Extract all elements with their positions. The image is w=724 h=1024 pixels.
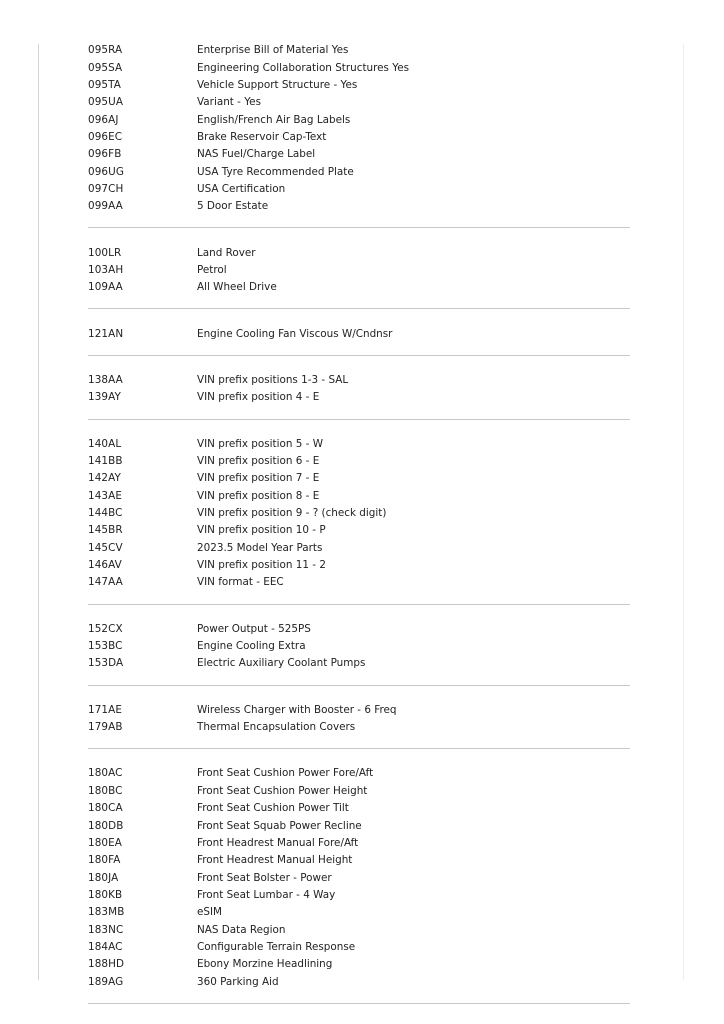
code-row — [88, 973, 630, 990]
code-row — [88, 146, 630, 163]
option-code: 183NC — [88, 923, 124, 936]
option-description: Variant - Yes — [197, 96, 261, 109]
code-row — [88, 655, 630, 672]
option-description: VIN format - EEC — [197, 576, 284, 589]
code-row — [88, 436, 630, 453]
option-description: NAS Fuel/Charge Label — [197, 148, 316, 161]
option-code: 095TA — [88, 78, 121, 91]
option-code: 180DB — [88, 819, 124, 832]
option-description: VIN prefix position 7 - E — [197, 472, 320, 485]
code-row — [88, 719, 630, 736]
code-row — [88, 488, 630, 505]
option-code: 189AG — [88, 975, 124, 988]
option-code: 180CA — [88, 802, 123, 815]
page-border-left — [38, 44, 39, 980]
option-description: Land Rover — [197, 246, 256, 259]
code-row — [88, 470, 630, 487]
option-code: 096UG — [88, 165, 124, 178]
option-code: 183MB — [88, 906, 125, 919]
option-description: Front Headrest Manual Height — [197, 854, 353, 867]
code-row — [88, 453, 630, 470]
option-description: 360 Parking Aid — [197, 975, 279, 988]
option-code: 171AE — [88, 703, 123, 716]
option-code: 143AE — [88, 489, 123, 502]
code-group — [88, 702, 630, 750]
option-description: VIN prefix position 4 - E — [197, 391, 320, 404]
option-code: 097CH — [88, 182, 124, 195]
option-description: USA Certification — [197, 182, 286, 195]
option-code: 096FB — [88, 148, 122, 161]
option-description: VIN prefix position 8 - E — [197, 489, 320, 502]
code-row — [88, 835, 630, 852]
option-code: 141BB — [88, 455, 123, 468]
option-description: 5 Door Estate — [197, 200, 269, 213]
code-row — [88, 111, 630, 128]
code-group — [88, 765, 630, 1003]
option-description: Ebony Morzine Headlining — [197, 958, 333, 971]
option-description: VIN prefix position 11 - 2 — [197, 559, 326, 572]
option-code: 138AA — [88, 373, 123, 386]
option-description: Front Seat Cushion Power Fore/Aft — [197, 767, 374, 780]
code-row — [88, 887, 630, 904]
code-row — [88, 42, 630, 59]
code-row — [88, 372, 630, 389]
option-code: 099AA — [88, 200, 123, 213]
code-group — [88, 372, 630, 420]
option-code: 142AY — [88, 472, 121, 485]
option-code: 109AA — [88, 281, 123, 294]
code-row — [88, 638, 630, 655]
option-description: 2023.5 Model Year Parts — [197, 541, 323, 554]
option-code: 139AY — [88, 391, 121, 404]
option-description: VIN prefix position 9 - ? (check digit) — [197, 507, 387, 520]
code-row — [88, 129, 630, 146]
code-row — [88, 956, 630, 973]
code-row — [88, 262, 630, 279]
code-group — [88, 621, 630, 686]
code-row — [88, 574, 630, 591]
option-description: Engineering Collaboration Structures Yes — [197, 61, 410, 74]
option-description: English/French Air Bag Labels — [197, 113, 351, 126]
option-description: VIN prefix position 10 - P — [197, 524, 326, 537]
code-row — [88, 702, 630, 719]
option-description: Front Seat Cushion Power Tilt — [197, 802, 349, 815]
code-group — [88, 325, 630, 355]
option-code: 180FA — [88, 854, 121, 867]
option-code: 096EC — [88, 130, 123, 143]
code-row — [88, 244, 630, 261]
option-description: All Wheel Drive — [197, 281, 277, 294]
option-code: 184AC — [88, 940, 123, 953]
option-code: 095RA — [88, 44, 123, 57]
code-row — [88, 869, 630, 886]
code-row — [88, 621, 630, 638]
code-row — [88, 279, 630, 296]
option-code: 140AL — [88, 437, 122, 450]
option-description: Brake Reservoir Cap-Text — [197, 130, 327, 143]
option-description: Front Seat Cushion Power Height — [197, 784, 368, 797]
option-code: 146AV — [88, 559, 122, 572]
option-code: 180JA — [88, 871, 119, 884]
option-code: 103AH — [88, 263, 124, 276]
option-description: Configurable Terrain Response — [197, 940, 356, 953]
code-row — [88, 163, 630, 180]
option-code: 152CX — [88, 622, 123, 635]
code-row — [88, 817, 630, 834]
page-border-right — [683, 44, 684, 980]
option-code: 180AC — [88, 767, 123, 780]
option-description: VIN prefix positions 1-3 - SAL — [197, 373, 349, 386]
code-row — [88, 540, 630, 557]
code-group — [88, 436, 630, 605]
code-row — [88, 852, 630, 869]
option-description: Enterprise Bill of Material Yes — [197, 44, 349, 57]
code-row — [88, 904, 630, 921]
option-description: Front Seat Lumbar - 4 Way — [197, 888, 336, 901]
option-description: eSIM — [197, 906, 223, 919]
code-row — [88, 783, 630, 800]
option-code: 180EA — [88, 836, 123, 849]
option-description: Front Seat Squab Power Recline — [197, 819, 362, 832]
code-row — [88, 522, 630, 539]
option-description: USA Tyre Recommended Plate — [197, 165, 354, 178]
option-code: 188HD — [88, 958, 125, 971]
option-description: Thermal Encapsulation Covers — [197, 721, 356, 734]
code-group — [88, 244, 630, 309]
option-code-list — [88, 42, 630, 1020]
code-row — [88, 921, 630, 938]
option-code: 179AB — [88, 721, 123, 734]
option-code: 153BC — [88, 640, 123, 653]
option-description: Vehicle Support Structure - Yes — [197, 78, 358, 91]
option-code: 153DA — [88, 657, 124, 670]
option-code: 096AJ — [88, 113, 119, 126]
code-group — [88, 42, 630, 228]
code-row — [88, 325, 630, 342]
code-row — [88, 939, 630, 956]
code-row — [88, 198, 630, 215]
option-code: 121AN — [88, 327, 124, 340]
code-row — [88, 181, 630, 198]
code-row — [88, 505, 630, 522]
option-description: Electric Auxiliary Coolant Pumps — [197, 657, 366, 670]
option-description: Engine Cooling Fan Viscous W/Cndnsr — [197, 327, 393, 340]
option-description: Power Output - 525PS — [197, 622, 311, 635]
option-description: Front Seat Bolster - Power — [197, 871, 332, 884]
option-code: 145CV — [88, 541, 123, 554]
code-row — [88, 557, 630, 574]
option-code: 144BC — [88, 507, 123, 520]
code-row — [88, 94, 630, 111]
option-description: NAS Data Region — [197, 923, 286, 936]
option-code: 095SA — [88, 61, 123, 74]
code-row — [88, 77, 630, 94]
option-code: 180KB — [88, 888, 123, 901]
option-description: VIN prefix position 5 - W — [197, 437, 323, 450]
option-description: Wireless Charger with Booster - 6 Freq — [197, 703, 397, 716]
code-row — [88, 389, 630, 406]
option-description: Petrol — [197, 263, 227, 276]
code-row — [88, 59, 630, 76]
option-code: 145BR — [88, 524, 123, 537]
code-row — [88, 765, 630, 782]
option-description: Front Headrest Manual Fore/Aft — [197, 836, 359, 849]
option-code: 180BC — [88, 784, 123, 797]
code-row — [88, 800, 630, 817]
option-code: 095UA — [88, 96, 124, 109]
option-description: VIN prefix position 6 - E — [197, 455, 320, 468]
option-code: 147AA — [88, 576, 123, 589]
option-description: Engine Cooling Extra — [197, 640, 306, 653]
option-code: 100LR — [88, 246, 122, 259]
